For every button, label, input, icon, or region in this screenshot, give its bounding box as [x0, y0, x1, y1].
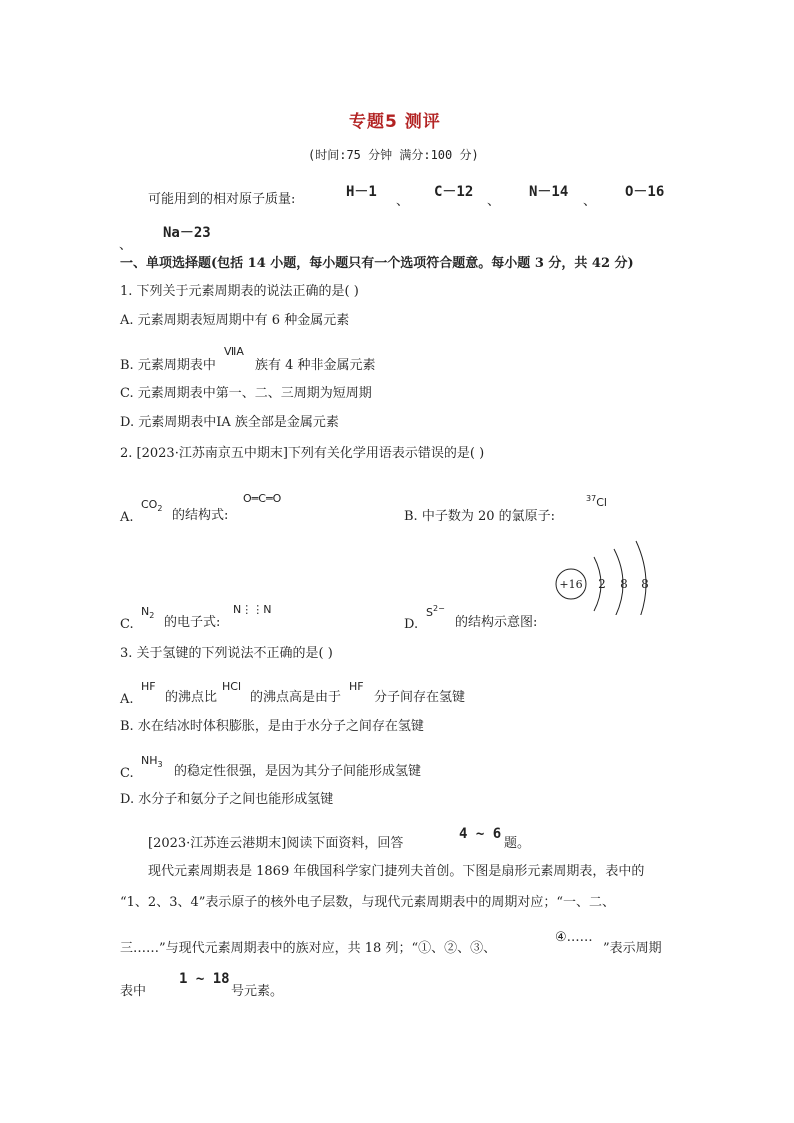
shell-count-2: 8 [620, 577, 628, 591]
reading-paragraph-line-2: “1、2、3、4”表示原子的核外电子层数，与现代元素周期表中的周期对应；“一、二、 [120, 895, 616, 910]
q3-option-c-text: 的稳定性很强，是因为其分子间能形成氢键 [174, 764, 422, 779]
q2-option-a-structure: O═C═O [243, 492, 282, 505]
q3-option-c-label: C. [120, 766, 134, 781]
mass-c: C－12 [434, 184, 474, 200]
mass-sep-4: 、 [119, 238, 133, 253]
q1-option-b-pre: B. 元素周期表中 [120, 358, 216, 373]
mass-o: O－16 [625, 184, 665, 200]
q2-stem: 2. [2023·江苏南京五中期末]下列有关化学用语表示错误的是( ) [120, 446, 485, 461]
q1-option-c: C. 元素周期表中第一、二、三周期为短周期 [120, 386, 372, 401]
q2-option-a-formula: $CO_2$ [141, 498, 163, 513]
reading-paragraph-line-3-end: ”表示周期 [603, 941, 662, 956]
q2-option-d-text: 的结构示意图: [455, 615, 538, 630]
q2-option-a-label: A. [120, 510, 134, 525]
q3-option-d: D. 水分子和氨分子之间也能形成氢键 [120, 792, 334, 807]
reading-paragraph-line-1: 现代元素周期表是 1869 年俄国科学家门捷列夫首创。下图是扇形元素周期表，表中的 [148, 864, 645, 879]
q2-option-d-label: D. [404, 617, 419, 632]
q3-option-a-text3: 分子间存在氢键 [374, 690, 466, 705]
reading-intro: [2023·江苏连云港期末]阅读下面资料，回答 [148, 836, 404, 851]
reading-paragraph-line-3: 三……”与现代元素周期表中的族对应，共 18 列；“①、②、③、 [120, 941, 497, 956]
q2-option-c-electron-formula: N⋮⋮N [233, 603, 272, 616]
shell-count-3: 8 [641, 577, 649, 591]
mass-na: Na－23 [163, 225, 211, 241]
q3-option-a-hcl: HCl [222, 680, 242, 693]
q2-option-a-text: 的结构式: [172, 508, 229, 523]
q3-option-a-hf: HF [141, 680, 156, 693]
reading-paragraph-circled-4: ④…… [555, 930, 593, 945]
sulfide-structure-diagram [548, 535, 668, 615]
reading-paragraph-line-4: 表中 [120, 984, 147, 999]
masses-lead: 可能用到的相对原子质量: [148, 192, 296, 207]
q2-option-b-nuclide: $^{37}$Cl [586, 494, 607, 509]
q1-option-b-group: ⅦA [224, 345, 244, 358]
q1-option-b-post: 族有 4 种非金属元素 [255, 358, 376, 373]
reading-paragraph-line-4-end: 号元素。 [231, 984, 284, 999]
nucleus-charge: +16 [559, 578, 583, 591]
q2-option-d-formula: $S^{2-}$ [426, 604, 445, 619]
reading-intro-range: 4 ~ 6 [459, 826, 502, 842]
q3-option-a-text2: 的沸点高是由于 [250, 690, 342, 705]
q1-stem: 1. 下列关于元素周期表的说法正确的是( ) [120, 284, 359, 299]
shell-count-1: 2 [598, 577, 606, 591]
q2-option-c-label: C. [120, 617, 134, 632]
q2-option-c-text: 的电子式: [164, 615, 221, 630]
q3-stem: 3. 关于氢键的下列说法不正确的是( ) [120, 646, 333, 661]
mass-n: N－14 [529, 184, 569, 200]
reading-paragraph-range: 1 ~ 18 [179, 971, 230, 987]
mass-sep-1: 、 [396, 194, 410, 209]
page-subtitle: (时间:75 分钟 满分:100 分) [308, 148, 479, 162]
q2-option-c-formula: $N_2$ [141, 605, 155, 620]
mass-h: H－1 [346, 184, 377, 200]
q3-option-a-hf-2: HF [349, 680, 364, 693]
q3-option-a-label: A. [120, 692, 134, 707]
q1-option-d: D. 元素周期表中ⅠA 族全部是金属元素 [120, 415, 339, 430]
q2-option-b-text: B. 中子数为 20 的氯原子: [404, 509, 556, 524]
q3-option-a-text1: 的沸点比 [165, 690, 218, 705]
q3-option-b: B. 水在结冰时体积膨胀，是由于水分子之间存在氢键 [120, 719, 424, 734]
mass-sep-3: 、 [583, 194, 597, 209]
reading-intro-post: 题。 [504, 836, 531, 851]
q3-option-c-formula: $NH_3$ [141, 754, 163, 769]
section-heading: 一、单项选择题(包括 14 小题，每小题只有一个选项符合题意。每小题 3 分，共 42 分) [120, 256, 634, 271]
page-title: 专题5 测评 [349, 112, 441, 132]
q1-option-a: A. 元素周期表短周期中有 6 种金属元素 [120, 313, 350, 328]
mass-sep-2: 、 [487, 194, 501, 209]
